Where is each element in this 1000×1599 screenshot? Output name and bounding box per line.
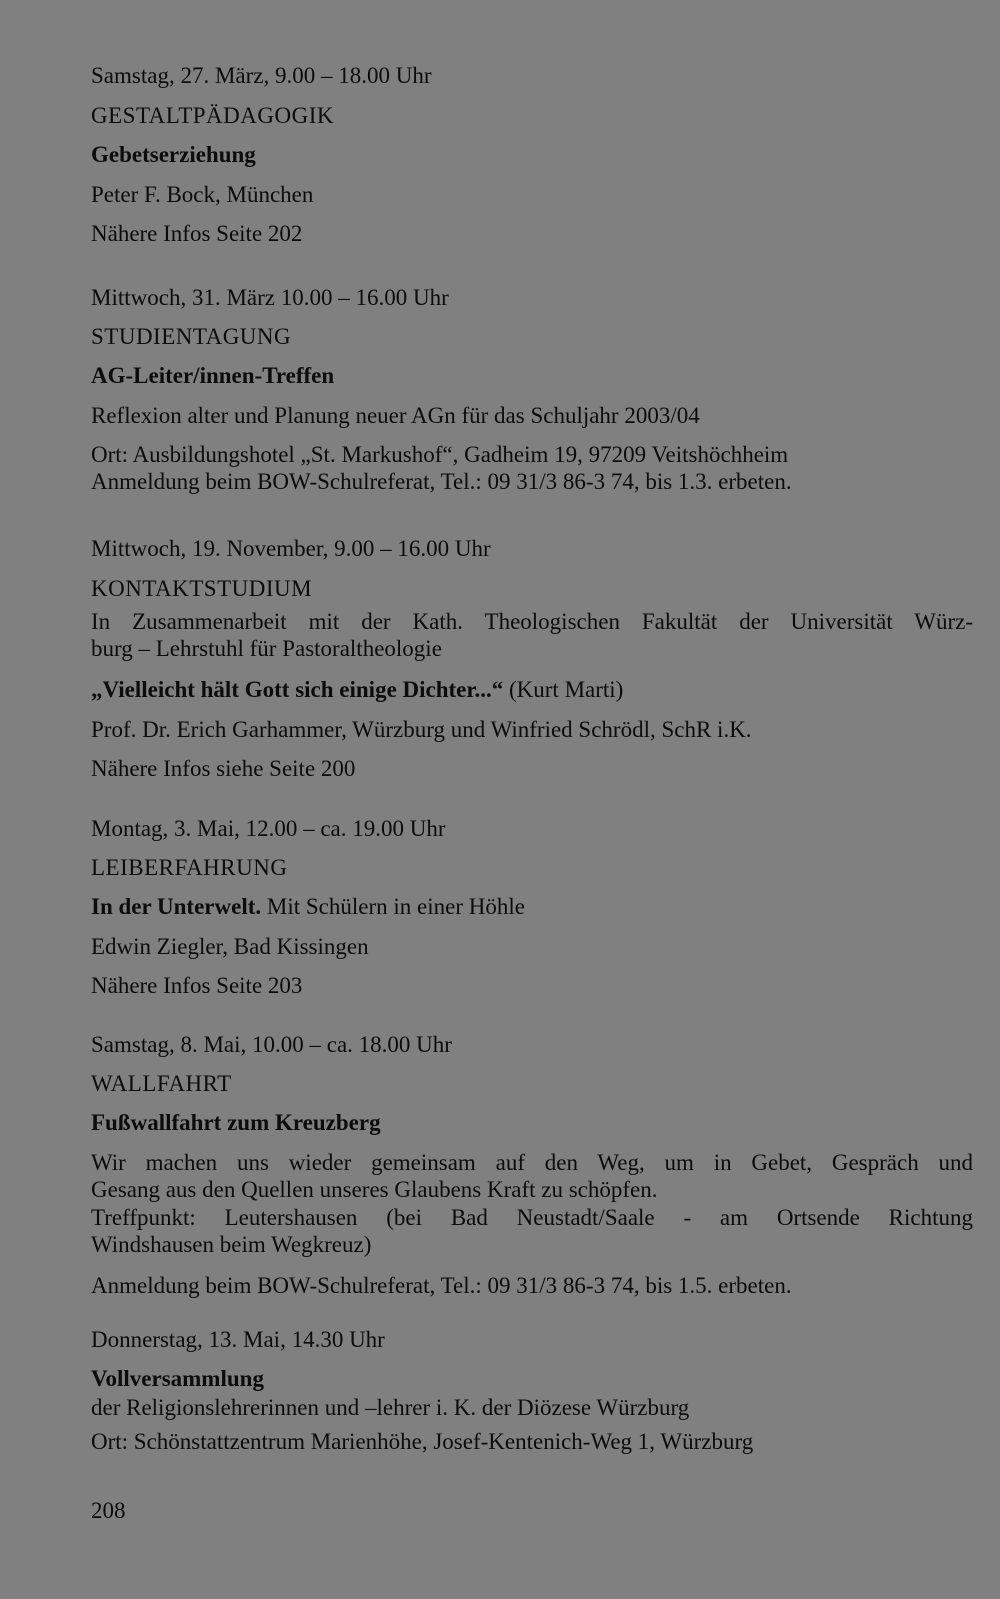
event-registration: Anmeldung beim BOW-Schulreferat, Tel.: 09 31/3 86-3 74, bis 1.5. erbeten. xyxy=(91,1273,792,1298)
event-title-suffix: (Kurt Marti) xyxy=(503,677,624,702)
event-description: der Religionslehrerinnen und –lehrer i. K. der Diözese Würzburg xyxy=(91,1395,690,1420)
event-title: AG-Leiter/innen-Treffen xyxy=(91,363,335,388)
event-title: „Vielleicht hält Gott sich einige Dichter...“ xyxy=(91,677,504,702)
event-date: Mittwoch, 31. März 10.00 – 16.00 Uhr xyxy=(91,285,449,310)
event-date: Mittwoch, 19. November, 9.00 – 16.00 Uhr xyxy=(91,536,491,561)
event-info: Nähere Infos Seite 202 xyxy=(91,221,303,246)
event-date: Montag, 3. Mai, 12.00 – ca. 19.00 Uhr xyxy=(91,816,446,841)
event-description: Reflexion alter und Planung neuer AGn für das Schuljahr 2003/04 xyxy=(91,403,700,428)
event-registration: Anmeldung beim BOW-Schulreferat, Tel.: 09 31/3 86-3 74, bis 1.3. erbeten. xyxy=(91,469,792,494)
event-category: STUDIENTAGUNG xyxy=(91,324,292,349)
event-date: Samstag, 27. März, 9.00 – 18.00 Uhr xyxy=(91,63,432,88)
event-title-row xyxy=(91,893,525,921)
event-title: Gebetserziehung xyxy=(91,142,256,167)
event-speaker: Peter F. Bock, München xyxy=(91,182,314,207)
event-speaker: Edwin Ziegler, Bad Kissingen xyxy=(91,934,369,959)
event-date: Donnerstag, 13. Mai, 14.30 Uhr xyxy=(91,1327,385,1352)
event-title-row xyxy=(91,676,623,704)
event-description-line-1: Wir machen uns wieder gemeinsam auf den Weg, um in Gebet, Gespräch und xyxy=(91,1150,973,1175)
event-description-line-2: Gesang aus den Quellen unseres Glaubens Kraft zu schöpfen. xyxy=(91,1177,658,1202)
event-category: WALLFAHRT xyxy=(91,1071,232,1096)
page-number: 208 xyxy=(91,1498,126,1523)
event-speaker: Prof. Dr. Erich Garhammer, Würzburg und Winfried Schrödl, SchR i.K. xyxy=(91,717,752,742)
event-location: Ort: Ausbildungshotel „St. Markushof“, Gadheim 19, 97209 Veitshöchheim xyxy=(91,442,789,467)
event-title: Fußwallfahrt zum Kreuzberg xyxy=(91,1110,381,1135)
event-category: KONTAKTSTUDIUM xyxy=(91,576,313,601)
event-cooperation-line-1: In Zusammenarbeit mit der Kath. Theologischen Fakultät der Universität Würz- xyxy=(91,609,973,634)
event-title: Vollversammlung xyxy=(91,1366,264,1391)
event-info: Nähere Infos Seite 203 xyxy=(91,973,303,998)
event-title: In der Unterwelt. xyxy=(91,894,262,919)
event-meeting-point-line-2: Windshausen beim Wegkreuz) xyxy=(91,1232,372,1257)
event-location: Ort: Schönstattzentrum Marienhöhe, Josef-Kentenich-Weg 1, Würzburg xyxy=(91,1429,754,1454)
event-title-suffix: Mit Schülern in einer Höhle xyxy=(261,894,525,919)
event-category: GESTALTPÄDAGOGIK xyxy=(91,103,334,128)
event-cooperation-line-2: burg – Lehrstuhl für Pastoraltheologie xyxy=(91,636,442,661)
event-category: LEIBERFAHRUNG xyxy=(91,855,288,880)
event-meeting-point-line-1: Treffpunkt: Leutershausen (bei Bad Neustadt/Saale - am Ortsende Richtung xyxy=(91,1205,973,1230)
event-info: Nähere Infos siehe Seite 200 xyxy=(91,756,356,781)
event-date: Samstag, 8. Mai, 10.00 – ca. 18.00 Uhr xyxy=(91,1032,452,1057)
